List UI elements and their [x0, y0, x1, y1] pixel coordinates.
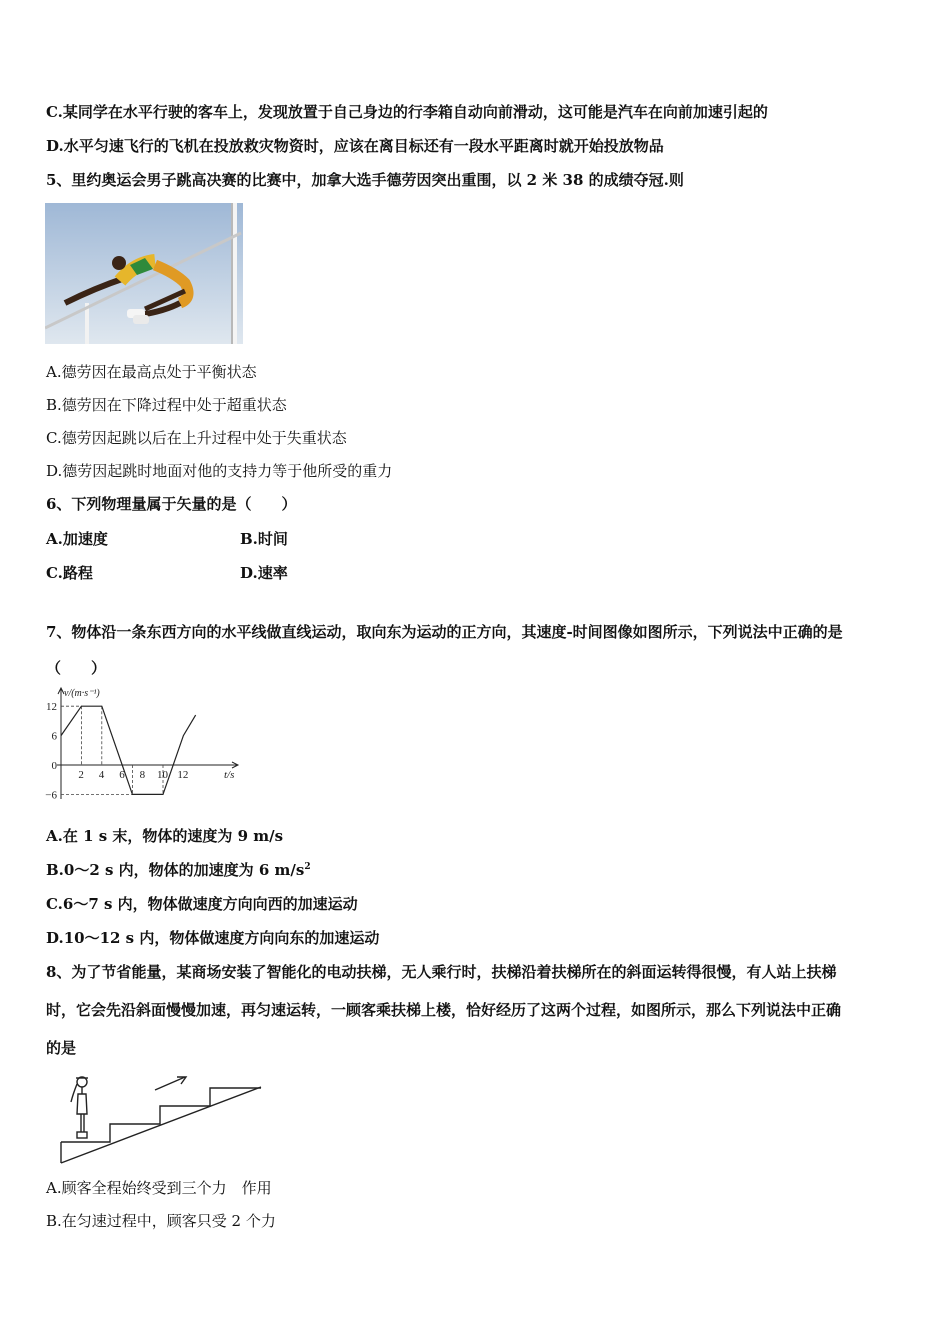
option-d-previous: D.水平匀速飞行的飞机在投放救灾物资时，应该在离目标还有一段水平距离时就开始投放物品 [46, 137, 664, 155]
question-7-option-c: C.6～7 s 内，物体做速度方向向西的加速运动 [46, 895, 358, 913]
x-tick-label: 8 [139, 769, 146, 781]
question-7-option-a: A.在 1 s 末，物体的速度为 9 m/s [46, 827, 284, 845]
y-tick-label: 6 [51, 730, 57, 743]
question-8-stem-line-3: 的是 [46, 1039, 77, 1057]
question-6-option-a: A.加速度 [46, 530, 108, 548]
question-6-option-d: D.速率 [240, 564, 288, 582]
question-7-paren: （ ） [46, 659, 107, 677]
x-tick-label: 4 [98, 769, 105, 781]
high-jump-photo [45, 203, 243, 344]
question-5-option-c: C.德劳因起跳以后在上升过程中处于失重状态 [46, 429, 347, 447]
x-tick-label: 2 [78, 769, 84, 781]
question-5-option-b: B.德劳因在下降过程中处于超重状态 [46, 396, 287, 414]
velocity-time-chart [40, 685, 250, 811]
x-tick-label: 12 [177, 769, 189, 781]
escalator-diagram [55, 1072, 265, 1171]
question-5-option-d: D.德劳因起跳时地面对他的支持力等于他所受的重力 [46, 462, 393, 480]
question-5-option-a: A.德劳因在最高点处于平衡状态 [46, 363, 257, 381]
question-5-stem: 5、里约奥运会男子跳高决赛的比赛中，加拿大选手德劳因突出重围，以 2 米 38 的成绩夺冠.则 [46, 171, 684, 189]
option-c-previous: C.某同学在水平行驶的客车上，发现放置于自己身边的行李箱自动向前滑动，这可能是汽车在向前加速引起的 [46, 103, 768, 121]
y-tick-label: −6 [45, 789, 57, 802]
question-7-option-b [46, 860, 311, 880]
y-axis-label: v/(m·s⁻¹) [64, 688, 100, 699]
superscript: 2 [304, 862, 311, 872]
question-7-option-d: D.10～12 s 内，物体做速度方向向东的加速运动 [46, 929, 380, 947]
question-8-option-b: B.在匀速过程中，顾客只受 2 个力 [46, 1212, 276, 1230]
question-6-option-c: C.路程 [46, 564, 93, 582]
question-8-stem-line-2: 时，它会先沿斜面慢慢加速，再匀速运转，一顾客乘扶梯上楼，恰好经历了这两个过程，如图所示，那么下列说法中正确 [46, 1001, 842, 1019]
velocity-series-line [61, 706, 196, 794]
y-tick-label: 12 [46, 701, 57, 714]
question-7-stem: 7、物体沿一条东西方向的水平线做直线运动，取向东为运动的正方向，其速度-时间图像如图所示，下列说法中正确的是 [46, 623, 843, 641]
question-8-option-a: A.顾客全程始终受到三个力 作用 [46, 1179, 272, 1197]
velocity-time-svg [40, 685, 250, 807]
x-tick-label: 6 [119, 769, 125, 781]
question-6-stem: 6、下列物理量属于矢量的是（ ） [46, 495, 297, 513]
question-8-stem-line-1: 8、为了节省能量，某商场安装了智能化的电动扶梯，无人乘行时，扶梯沿着扶梯所在的斜面运转得很慢，有人站上扶梯 [46, 963, 837, 981]
question-7-option-b-text: B.0～2 s 内，物体的加速度为 6 m/s [46, 861, 305, 879]
x-axis-label: t/s [224, 769, 235, 781]
question-6-option-b: B.时间 [240, 530, 288, 548]
y-tick-label: 0 [51, 760, 57, 772]
x-tick-label: 10 [157, 769, 168, 781]
